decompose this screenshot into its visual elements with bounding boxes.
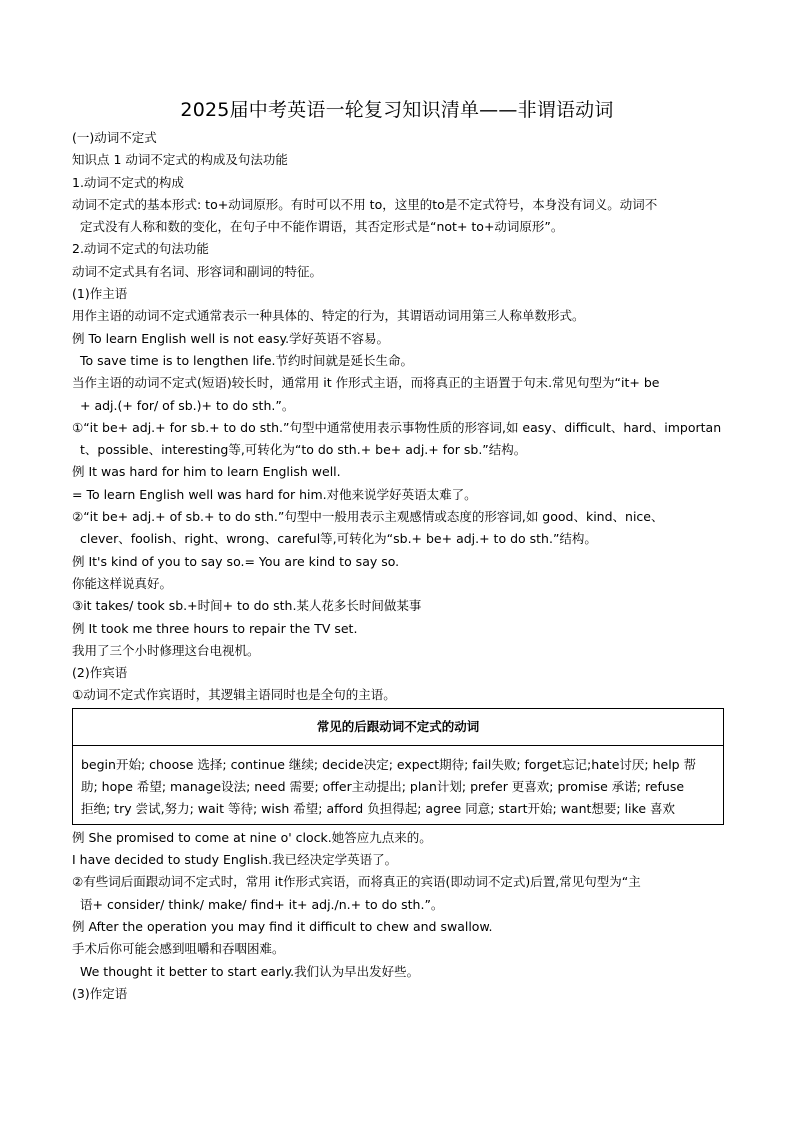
verb-table-body bbox=[73, 746, 723, 824]
text-line: + adj.(+ for/ of sb.)+ to do sth.”。 bbox=[80, 397, 295, 413]
text-line: (1)作主语 bbox=[72, 286, 128, 302]
text-line: ②有些词后面跟动词不定式时，常用 it作形式宾语，而将真正的宾语(即动词不定式)后置,常见句型为“主 bbox=[72, 874, 641, 890]
verb-table-header: 常见的后跟动词不定式的动词 bbox=[73, 709, 723, 746]
section-before-table bbox=[72, 127, 724, 707]
text-line: 你能这样说真好。 bbox=[72, 575, 173, 591]
text-line: 2.动词不定式的句法功能 bbox=[72, 241, 209, 257]
text-line: (3)作定语 bbox=[72, 985, 128, 1001]
text-line: ②“it be+ adj.+ of sb.+ to do sth.”句型中一般用表示主观感情或态度的形容词,如 good、kind、nice、 bbox=[72, 509, 664, 525]
table-row: 拒绝; try 尝试,努力; wait 等待; wish 希望; afford 负担得起; agree 同意; start开始; want想要; like 喜欢 bbox=[81, 800, 675, 816]
text-line: I have decided to study English.我已经决定学英语了。 bbox=[72, 852, 398, 868]
text-line: To save time is to lengthen life.节约时间就是延长生命。 bbox=[80, 352, 414, 368]
text-line: ③it takes/ took sb.+时间+ to do sth.某人花多长时间做某事 bbox=[72, 598, 422, 614]
text-line: (2)作宾语 bbox=[72, 665, 128, 681]
text-line: ①“it be+ adj.+ for sb.+ to do sth.”句型中通常使用表示事物性质的形容词,如 easy、difficult、hard、importan bbox=[72, 419, 722, 435]
text-line: 例 After the operation you may find it difficult to chew and swallow. bbox=[72, 918, 493, 934]
text-line: t、possible、interesting等,可转化为“to do sth.+ be+ adj.+ for sb.”结构。 bbox=[80, 442, 527, 458]
text-line: 动词不定式的基本形式: to+动词原形。有时可以不用 to，这里的to是不定式符号，本身没有词义。动词不 bbox=[72, 196, 658, 212]
text-line: 当作主语的动词不定式(短语)较长时，通常用 it 作形式主语，而将真正的主语置于句末.常见句型为“it+ be bbox=[72, 375, 660, 391]
text-line: 我用了三个小时修理这台电视机。 bbox=[72, 642, 260, 658]
text-line: 例 It took me three hours to repair the TV set. bbox=[72, 620, 358, 636]
text-line: (一)动词不定式 bbox=[72, 130, 157, 145]
table-row: 助; hope 希望; manage设法; need 需要; offer主动提出; plan计划; prefer 更喜欢; promise 承诺; refuse bbox=[81, 778, 685, 794]
text-line: 动词不定式具有名词、形容词和副词的特征。 bbox=[72, 263, 323, 279]
text-line: 例 It was hard for him to learn English well. bbox=[72, 464, 341, 480]
document-title: 2025届中考英语一轮复习知识清单——非谓语动词 bbox=[180, 99, 614, 121]
text-line: 用作主语的动词不定式通常表示一种具体的、特定的行为，其谓语动词用第三人称单数形式。 bbox=[72, 308, 585, 324]
text-line: 例 To learn English well is not easy.学好英语不容易。 bbox=[72, 330, 390, 346]
document-body bbox=[72, 127, 724, 1005]
text-line: 例 It's kind of you to say so.= You are kind to say so. bbox=[72, 553, 400, 569]
text-line: We thought it better to start early.我们认为早出发好些。 bbox=[80, 963, 420, 979]
text-line: ①动词不定式作宾语时，其逻辑主语同时也是全句的主语。 bbox=[72, 687, 396, 703]
text-line: 例 She promised to come at nine o' clock.她答应九点来的。 bbox=[72, 829, 432, 845]
text-line: 定式没有人称和数的变化，在句子中不能作谓语，其否定形式是“not+ to+动词原形”。 bbox=[80, 219, 564, 235]
text-line: clever、foolish、right、wrong、careful等,可转化为“sb.+ be+ adj.+ to do sth.”结构。 bbox=[80, 531, 597, 547]
table-row: begin开始; choose 选择; continue 继续; decide决定; expect期待; fail失败; forget忘记;hate讨厌; help 帮 bbox=[81, 756, 697, 772]
text-line: 知识点 1 动词不定式的构成及句法功能 bbox=[72, 152, 288, 168]
section-after-table bbox=[72, 827, 724, 1005]
text-line: = To learn English well was hard for him.对他来说学好英语太难了。 bbox=[72, 486, 477, 502]
text-line: 语+ consider/ think/ make/ find+ it+ adj./n.+ to do sth.”。 bbox=[80, 896, 444, 912]
text-line: 1.动词不定式的构成 bbox=[72, 174, 184, 190]
verb-table bbox=[72, 708, 724, 825]
text-line: 手术后你可能会感到咀嚼和吞咽困难。 bbox=[72, 941, 285, 957]
